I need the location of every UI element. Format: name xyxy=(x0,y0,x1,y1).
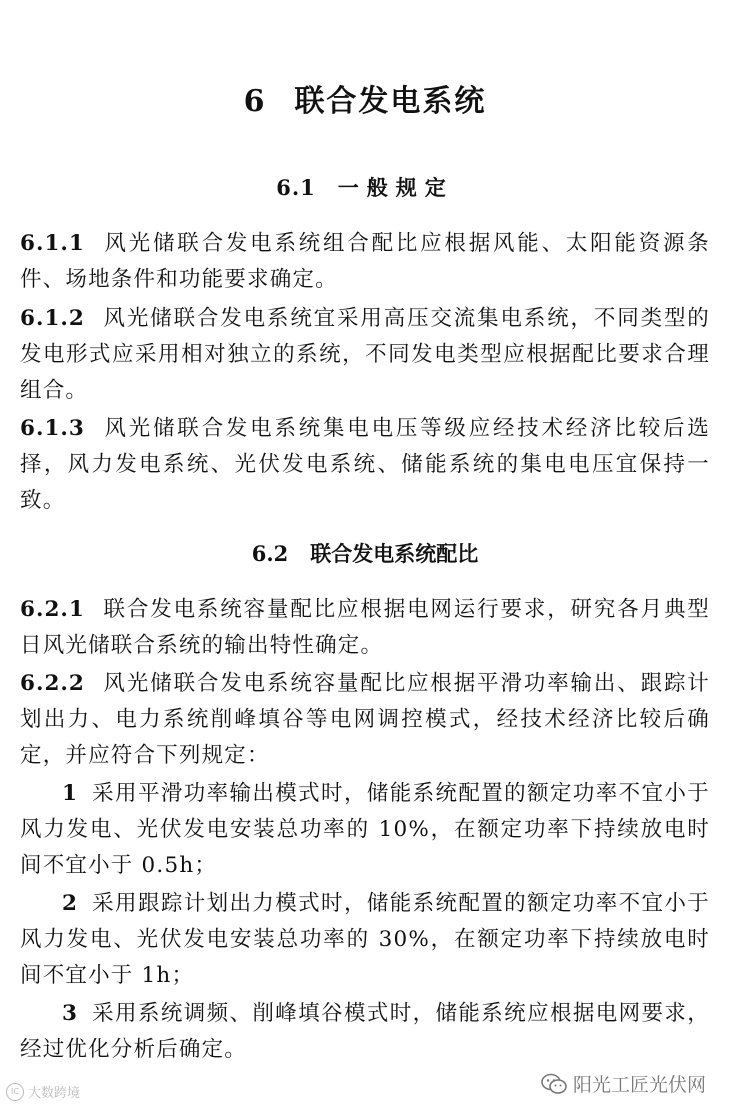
item-number: 2 xyxy=(62,891,78,916)
list-item-1 xyxy=(20,776,710,884)
clause-number: 6.1.3 xyxy=(20,416,85,441)
section-title-6-1 xyxy=(0,172,730,202)
item-text: 采用系统调频、削峰填谷模式时，储能系统应根据电网要求，经过优化分析后确定。 xyxy=(20,1001,710,1062)
clause-number: 6.1.1 xyxy=(20,231,85,256)
section-title-text: 联合发电系统配比 xyxy=(310,541,479,566)
item-text: 采用跟踪计划出力模式时，储能系统配置的额定功率不宜小于风力发电、光伏发电安装总功率的 30%，在额定功率下持续放电时间不宜小于 1h； xyxy=(20,891,710,988)
watermark-left xyxy=(6,1082,80,1101)
section-title-6-2 xyxy=(0,538,730,568)
clause-6-1-3 xyxy=(20,411,710,519)
clause-text: 风光储联合发电系统宜采用高压交流集电系统，不同类型的发电形式应采用相对独立的系统，不同发电类型应根据配比要求合理组合。 xyxy=(20,306,710,403)
clause-text: 联合发电系统容量配比应根据电网运行要求，研究各月典型日风光储联合系统的输出特性确定。 xyxy=(20,597,710,658)
item-number: 1 xyxy=(62,781,78,806)
item-number: 3 xyxy=(62,1001,78,1026)
list-item-2 xyxy=(20,886,710,994)
clause-number: 6.2.2 xyxy=(20,671,85,696)
chapter-title-text: 联合发电系统 xyxy=(294,84,487,119)
clause-6-2-2 xyxy=(20,666,710,774)
clause-text: 风光储联合发电系统容量配比应根据平滑功率输出、跟踪计划出力、电力系统削峰填谷等电网调控模式，经技术经济比较后确定，并应符合下列规定： xyxy=(20,671,710,768)
clause-number: 6.2.1 xyxy=(20,597,85,622)
list-item-3 xyxy=(20,996,710,1068)
watermark-left-text: 大数跨境 xyxy=(28,1086,81,1101)
clause-text: 风光储联合发电系统集电电压等级应经技术经济比较后选择，风力发电系统、光伏发电系统、储能系统的集电电压宜保持一致。 xyxy=(20,416,710,513)
clause-6-1-2 xyxy=(20,301,710,409)
clause-number: 6.1.2 xyxy=(20,306,85,331)
watermark-right xyxy=(541,1070,706,1097)
ic-icon: IC xyxy=(6,1083,24,1101)
clause-6-2-1 xyxy=(20,592,710,664)
section-number: 6.2 xyxy=(251,541,289,566)
wechat-icon xyxy=(541,1073,567,1095)
watermark-right-text: 阳光工匠光伏网 xyxy=(572,1074,706,1096)
section-title-text: 一般规定 xyxy=(337,175,454,200)
chapter-number: 6 xyxy=(243,84,267,119)
chapter-title xyxy=(0,76,730,120)
clause-6-1-1 xyxy=(20,226,710,298)
section-number: 6.1 xyxy=(276,175,316,200)
item-text: 采用平滑功率输出模式时，储能系统配置的额定功率不宜小于风力发电、光伏发电安装总功率的 10%，在额定功率下持续放电时间不宜小于 0.5h； xyxy=(20,781,710,878)
clause-text: 风光储联合发电系统组合配比应根据风能、太阳能资源条件、场地条件和功能要求确定。 xyxy=(20,231,710,292)
